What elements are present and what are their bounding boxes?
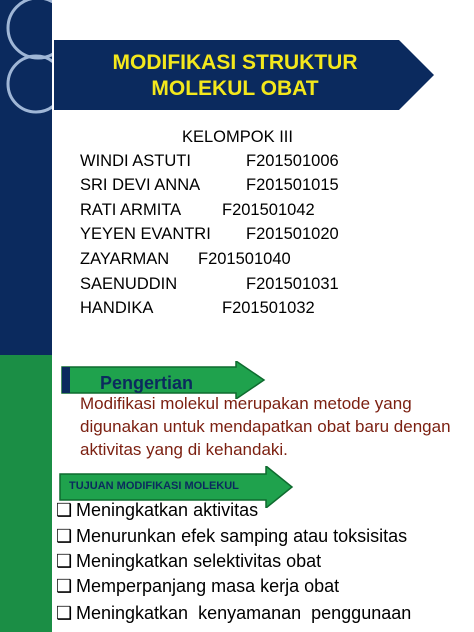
list-item-text: Meningkatkan aktivitas xyxy=(76,500,259,520)
list-item-text: Menurunkan efek samping atau toksisitas xyxy=(76,526,408,546)
member-name: WINDI ASTUTI xyxy=(80,152,191,170)
member-id: F201501006 xyxy=(246,152,339,170)
member-name: SAENUDDIN xyxy=(80,275,178,293)
title-line-2: MOLEKUL OBAT xyxy=(151,77,319,100)
bullet-square-icon: ❑ xyxy=(56,500,73,520)
list-item xyxy=(56,498,258,522)
list-item-text: Meningkatkan kenyamanan penggunaan xyxy=(76,603,412,623)
list-item-text: Memperpanjang masa kerja obat xyxy=(76,576,340,596)
member-id: F201501015 xyxy=(246,176,339,194)
bullet-square-icon: ❑ xyxy=(56,603,73,623)
list-item xyxy=(56,549,321,573)
bullet-square-icon: ❑ xyxy=(56,576,73,596)
member-name: YEYEN EVANTRI xyxy=(80,225,211,243)
member-id: F201501032 xyxy=(222,299,315,317)
list-item-text: Meningkatkan selektivitas obat xyxy=(76,551,322,571)
title-line-1: MODIFIKASI STRUKTUR xyxy=(112,51,358,74)
list-item xyxy=(56,524,407,548)
sidebar-green xyxy=(0,355,52,632)
circle-decoration-icon xyxy=(0,0,52,120)
bullet-square-icon: ❑ xyxy=(56,551,73,571)
list-item xyxy=(56,574,339,598)
member-name: ZAYARMAN xyxy=(80,250,170,268)
group-heading: KELOMPOK III xyxy=(182,128,293,146)
member-name: RATI ARMITA xyxy=(80,201,182,219)
member-name: SRI DEVI ANNA xyxy=(80,176,201,194)
tujuan-label: TUJUAN MODIFIKASI MOLEKUL xyxy=(69,480,239,492)
pengertian-label: Pengertian xyxy=(100,373,194,393)
page-title xyxy=(70,50,400,102)
bullet-square-icon: ❑ xyxy=(56,526,73,546)
member-id: F201501042 xyxy=(222,201,315,219)
member-name: HANDIKA xyxy=(80,299,154,317)
definition-text: Modifikasi molekul merupakan metode yang digunakan untuk mendapatkan obat baru dengan aktivitas yang di kehandaki. xyxy=(80,394,451,459)
member-id: F201501031 xyxy=(246,275,339,293)
member-id: F201501020 xyxy=(246,225,339,243)
member-id: F201501040 xyxy=(198,250,291,268)
list-item xyxy=(56,601,411,625)
